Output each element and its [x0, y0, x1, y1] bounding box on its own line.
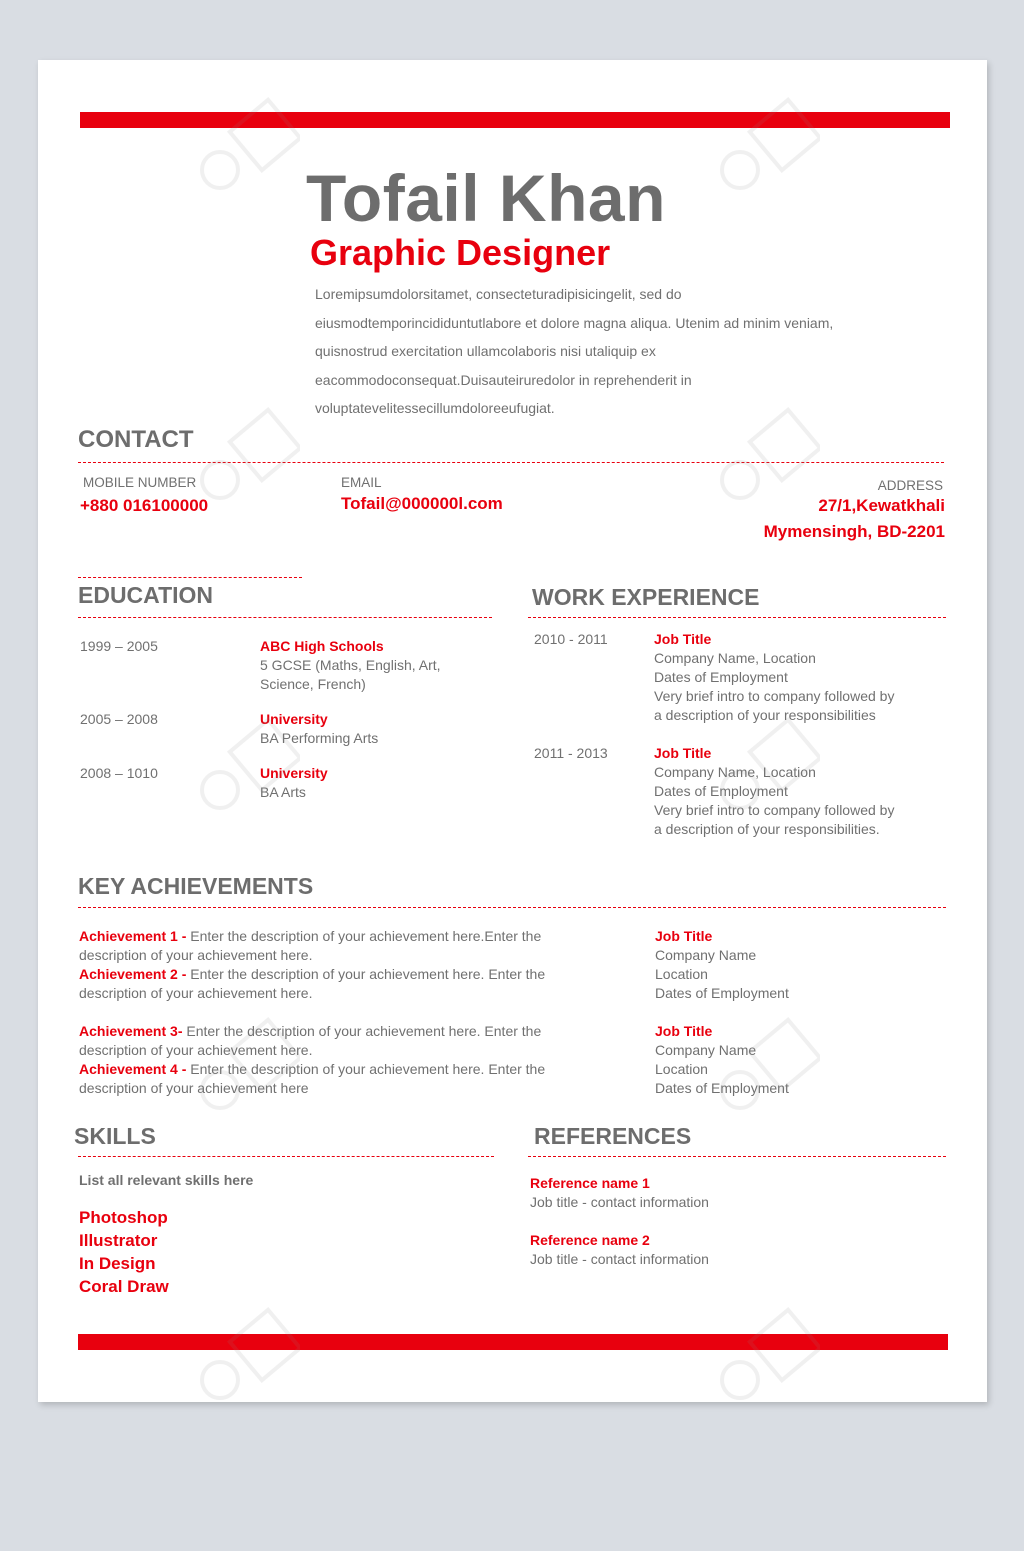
address-line-2: Mymensingh, BD-2201 — [763, 522, 945, 541]
education-detail: BA Arts — [260, 784, 306, 800]
work-line: Very brief intro to company followed by — [654, 688, 895, 704]
skill-item: Illustrator — [79, 1231, 158, 1250]
top-accent-bar — [80, 112, 950, 128]
watermark-icon — [710, 90, 820, 200]
watermark-icon — [710, 1300, 820, 1410]
achievement-job-title: Job Title — [655, 1023, 713, 1039]
watermark-icon — [190, 1300, 300, 1410]
achievement-job-company: Company Name — [655, 1042, 757, 1058]
address-label: ADDRESS — [877, 478, 943, 493]
achievement-key: Achievement 3- — [79, 1023, 187, 1039]
resume-page — [38, 60, 987, 1402]
achievement-job-dates: Dates of Employment — [655, 1080, 789, 1096]
references-divider — [528, 1156, 946, 1157]
education-years: 1999 – 2005 — [80, 638, 158, 654]
education-school: University — [260, 765, 328, 781]
intro-line: quisnostrud exercitation ullamcolaboris nisi utaliquip ex — [315, 343, 656, 359]
achievement-job-title: Job Title — [655, 928, 713, 944]
watermark-icon — [190, 90, 300, 200]
work-line: Company Name, Location — [654, 650, 816, 666]
education-years: 2008 – 1010 — [80, 765, 158, 781]
skill-item: Coral Draw — [79, 1277, 169, 1296]
achievement-job-location: Location — [655, 1061, 708, 1077]
achievement-item — [79, 1060, 601, 1098]
skill-item: Photoshop — [79, 1208, 168, 1227]
work-title: Job Title — [654, 745, 712, 761]
watermark-icon — [710, 1010, 820, 1120]
achievement-key: Achievement 1 - — [79, 928, 191, 944]
email-value: Tofail@000000l.com — [341, 494, 503, 513]
reference-name: Reference name 1 — [530, 1175, 650, 1191]
education-school: University — [260, 711, 328, 727]
education-school: ABC High Schools — [260, 638, 384, 654]
work-years: 2011 - 2013 — [534, 745, 608, 761]
achievement-text: Enter the description of your achievement here. Enter the description of your achievement here — [79, 1061, 546, 1096]
contact-heading: CONTACT — [78, 426, 194, 453]
email-label: EMAIL — [341, 475, 382, 490]
work-divider — [528, 617, 946, 618]
work-line: Dates of Employment — [654, 669, 788, 685]
work-line: Dates of Employment — [654, 783, 788, 799]
intro-line: Loremipsumdolorsitamet, consecteturadipisicingelit, sed do — [315, 286, 682, 302]
achievement-text: Enter the description of your achievement here.Enter the description of your achievement here. — [79, 928, 542, 963]
achievement-key: Achievement 2 - — [79, 966, 191, 982]
education-detail: BA Performing Arts — [260, 730, 379, 746]
skills-list — [79, 1206, 169, 1298]
mobile-label: MOBILE NUMBER — [83, 475, 197, 490]
watermark-icon — [190, 400, 300, 510]
intro-paragraph — [315, 280, 915, 423]
candidate-name: Tofail Khan — [306, 161, 666, 235]
achievement-item — [79, 927, 601, 965]
work-line: a description of your responsibilities — [654, 707, 876, 723]
reference-name: Reference name 2 — [530, 1232, 650, 1248]
mobile-value: +880 016100000 — [80, 496, 209, 515]
skills-divider — [78, 1156, 494, 1157]
work-line: a description of your responsibilities. — [654, 821, 880, 837]
achievements-divider — [78, 907, 946, 908]
work-heading: WORK EXPERIENCE — [532, 584, 760, 610]
achievement-job-dates: Dates of Employment — [655, 985, 789, 1001]
education-heading: EDUCATION — [78, 582, 214, 608]
achievements-heading: KEY ACHIEVEMENTS — [78, 873, 314, 899]
education-years: 2005 – 2008 — [80, 711, 158, 727]
education-divider — [78, 617, 492, 618]
references-heading: REFERENCES — [534, 1123, 692, 1149]
contact-divider — [78, 462, 944, 463]
achievement-item — [79, 965, 601, 1003]
achievement-job-company: Company Name — [655, 947, 757, 963]
bottom-accent-bar — [78, 1334, 948, 1350]
skills-heading: SKILLS — [74, 1123, 156, 1149]
reference-info: Job title - contact information — [530, 1251, 709, 1267]
achievement-key: Achievement 4 - — [79, 1061, 191, 1077]
work-line: Company Name, Location — [654, 764, 816, 780]
skills-intro: List all relevant skills here — [79, 1172, 254, 1188]
reference-info: Job title - contact information — [530, 1194, 709, 1210]
education-detail: Science, French) — [260, 676, 366, 692]
achievement-item — [79, 1022, 601, 1060]
work-line: Very brief intro to company followed by — [654, 802, 895, 818]
intro-line: eacommodoconsequat.Duisauteiruredolor in reprehenderit in — [315, 371, 692, 388]
education-detail: 5 GCSE (Maths, English, Art, — [260, 657, 441, 673]
intro-line: eiusmodtemporincididuntutlabore et dolore magna aliqua. Utenim ad minim veniam, — [315, 314, 834, 331]
work-years: 2010 - 2011 — [534, 631, 608, 647]
work-title: Job Title — [654, 631, 712, 647]
skill-item: In Design — [79, 1254, 156, 1273]
achievement-job-location: Location — [655, 966, 708, 982]
address-line-1: 27/1,Kewatkhali — [818, 496, 945, 515]
achievement-text: Enter the description of your achievement here. Enter the description of your achievement here. — [79, 966, 546, 1001]
achievement-text: Enter the description of your achievement here. Enter the description of your achievement here. — [79, 1023, 542, 1058]
candidate-title: Graphic Designer — [310, 232, 611, 273]
education-top-divider — [78, 577, 302, 578]
intro-line: voluptatevelitessecillumdoloreeufugiat. — [315, 400, 555, 416]
